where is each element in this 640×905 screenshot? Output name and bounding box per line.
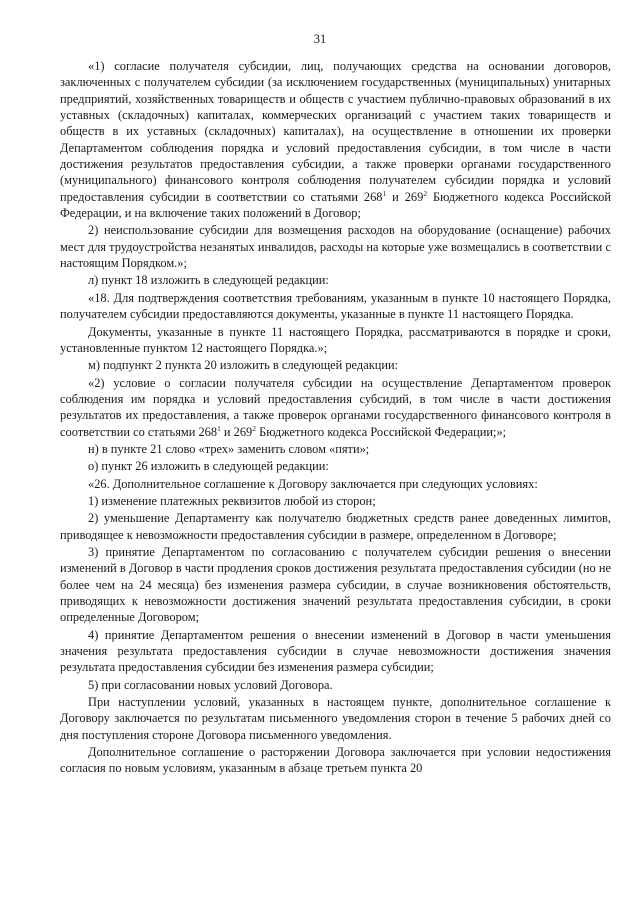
page-number: 31 [313,32,327,46]
paragraph-point-26: «26. Дополнительное соглашение к Договору заключается при следующих условиях: [88,476,538,491]
paragraph-documents: Документы, указанные в пункте 11 настоящего Порядка, рассматриваются в порядке и сроки, установленные пунктом 12 настоящего Порядка.»; [60,324,611,355]
paragraph-amend-o: о) пункт 26 изложить в следующей редакции: [88,459,329,474]
paragraph-item-1: 1) изменение платежных реквизитов любой из сторон; [88,493,376,508]
paragraph-non-use: 2) неиспользование субсидии для возмещения расходов на оборудование (оснащение) рабочих мест для трудоустройства незанятых инвалидов, расходы на которые уже возмещались в соответствии с настоящим Порядком.»; [60,223,611,271]
paragraph-item-4: 4) принятие Департаментом решения о внесении изменений в Договор в части уменьшения значения результата предоставления субсидии в случае невозможности достижения значения результата предоставления субсидии без изменения размера субсидии; [60,627,611,675]
paragraph-amend-n: н) в пункте 21 слово «трех» заменить словом «пяти»; [88,441,370,456]
paragraph-condition-2: «2) условие о согласии получателя субсидии на осуществление Департаментом проверок соблюдения им порядка и условий предоставления субсидий, в том числе в части достижения результатов их предоставления, а также проверок органами государственного финансового контроля в соответствии со статьями $268^1$ и $269^2$ Бюджетного кодекса Российской Федерации;»; [60,375,611,439]
paragraph-termination: Дополнительное соглашение о расторжении Договора заключается при условии недостижения согласия по новым условиям, указанным в абзаце третьем пункта 20 [60,745,611,776]
paragraph-point-18: «18. Для подтверждения соответствия требованиям, указанным в пункте 10 настоящего Порядка, получателем субсидии предоставляются документы, указанные в пункте 11 настоящего Порядка. [60,290,611,322]
document-body [60,58,611,778]
paragraph-amend-m: м) подпункт 2 пункта 20 изложить в следующей редакции: [88,358,399,373]
paragraph-item-5: 5) при согласовании новых условий Договора. [88,677,333,692]
paragraph-item-3: 3) принятие Департаментом по согласованию с получателем субсидии решения о внесении изменений в Договор в части продления сроков достижения результата предоставления субсидии (но не более чем на 24 месяца) без изменения размера субсидии, в случае возникновения обстоятельств, приводящих к невозможности достижения значений результата предоставления субсидии, в сроки определенные Договором; [60,544,611,625]
paragraph-notification: При наступлении условий, указанных в настоящем пункте, дополнительное соглашение к Договору заключается по результатам письменного уведомления сторон в течение 5 рабочих дней со дня поступления стороне Договора письменного уведомления. [60,695,611,742]
paragraph-item-2: 2) уменьшение Департаменту как получателю бюджетных средств ранее доведенных лимитов, приводящее к невозможности предоставления субсидии в размере, определенном в Договоре; [60,511,611,542]
paragraph-amend-l: л) пункт 18 изложить в следующей редакции: [88,273,329,288]
paragraph-consent: «1) согласие получателя субсидии, лиц, получающих средства на основании договоров, заключенных с получателем субсидии (за исключением государственных (муниципальных) унитарных предприятий, хозяйственных товариществ и обществ с участием публично-правовых образований в их уставных (складочных) капиталах, коммерческих организаций с участием таких товариществ и обществ в их уставных (складочных) капиталах), на осуществление в отношении их проверки Департаментом соблюдения порядка и условий предоставления субсидии, в том числе в части достижения результатов предоставления субсидии, а также проверки органами государственного (муниципального) финансового контроля соблюдения получателем субсидии порядка и условий предоставления субсидии в соответствии со статьями $268^1$ и $269^2$ Бюджетного кодекса Российской Федерации, и на включение таких положений в Договор; [60,59,611,221]
